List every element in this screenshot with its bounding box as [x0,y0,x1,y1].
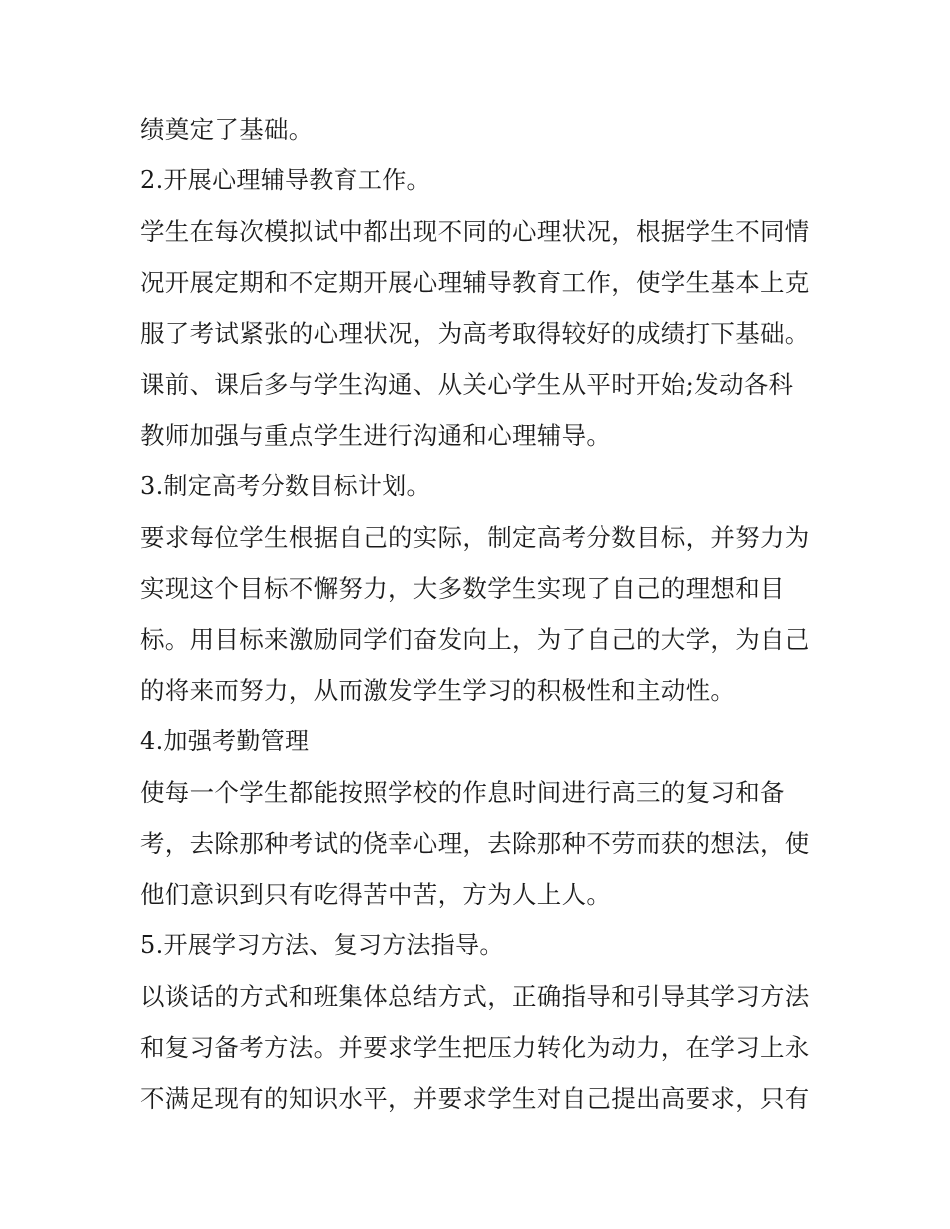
section-heading-5: 5.开展学习方法、复习方法指导。 [140,931,504,959]
section-heading-2: 2.开展心理辅导教育工作。 [140,166,431,194]
paragraph-line: 实现这个目标不懈努力，大多数学生实现了自己的理想和目 [140,574,785,603]
paragraph-line: 以谈话的方式和班集体总结方式，正确指导和引导其学习方法 [140,982,810,1011]
paragraph-line: 要求每位学生根据自己的实际，制定高考分数目标，并努力为 [140,523,810,552]
paragraph-line: 况开展定期和不定期开展心理辅导教育工作，使学生基本上克 [140,268,810,297]
paragraph-line: 服了考试紧张的心理状况，为高考取得较好的成绩打下基础。 [140,319,810,348]
paragraph-line: 的将来而努力，从而激发学生学习的积极性和主动性。 [140,676,736,705]
paragraph-line: 绩奠定了基础。 [140,115,314,144]
section-heading-4: 4.加强考勤管理 [140,727,310,755]
paragraph-line: 考，去除那种考试的侥幸心理，去除那种不劳而获的想法，使 [140,829,810,858]
paragraph-line: 标。用目标来激励同学们奋发向上，为了自己的大学，为自己 [140,625,810,654]
section-heading-3: 3.制定高考分数目标计划。 [140,472,431,500]
paragraph-line: 教师加强与重点学生进行沟通和心理辅导。 [140,421,612,450]
paragraph-line: 和复习备考方法。并要求学生把压力转化为动力，在学习上永 [140,1033,810,1062]
paragraph-line: 课前、课后多与学生沟通、从关心学生从平时开始;发动各科 [140,370,794,399]
document-body [140,104,820,1124]
paragraph-line: 使每一个学生都能按照学校的作息时间进行高三的复习和备 [140,778,785,807]
paragraph-line: 学生在每次模拟试中都出现不同的心理状况，根据学生不同情 [140,217,810,246]
paragraph-line: 他们意识到只有吃得苦中苦，方为人上人。 [140,880,612,909]
paragraph-line: 不满足现有的知识水平，并要求学生对自己提出高要求，只有 [140,1084,810,1113]
